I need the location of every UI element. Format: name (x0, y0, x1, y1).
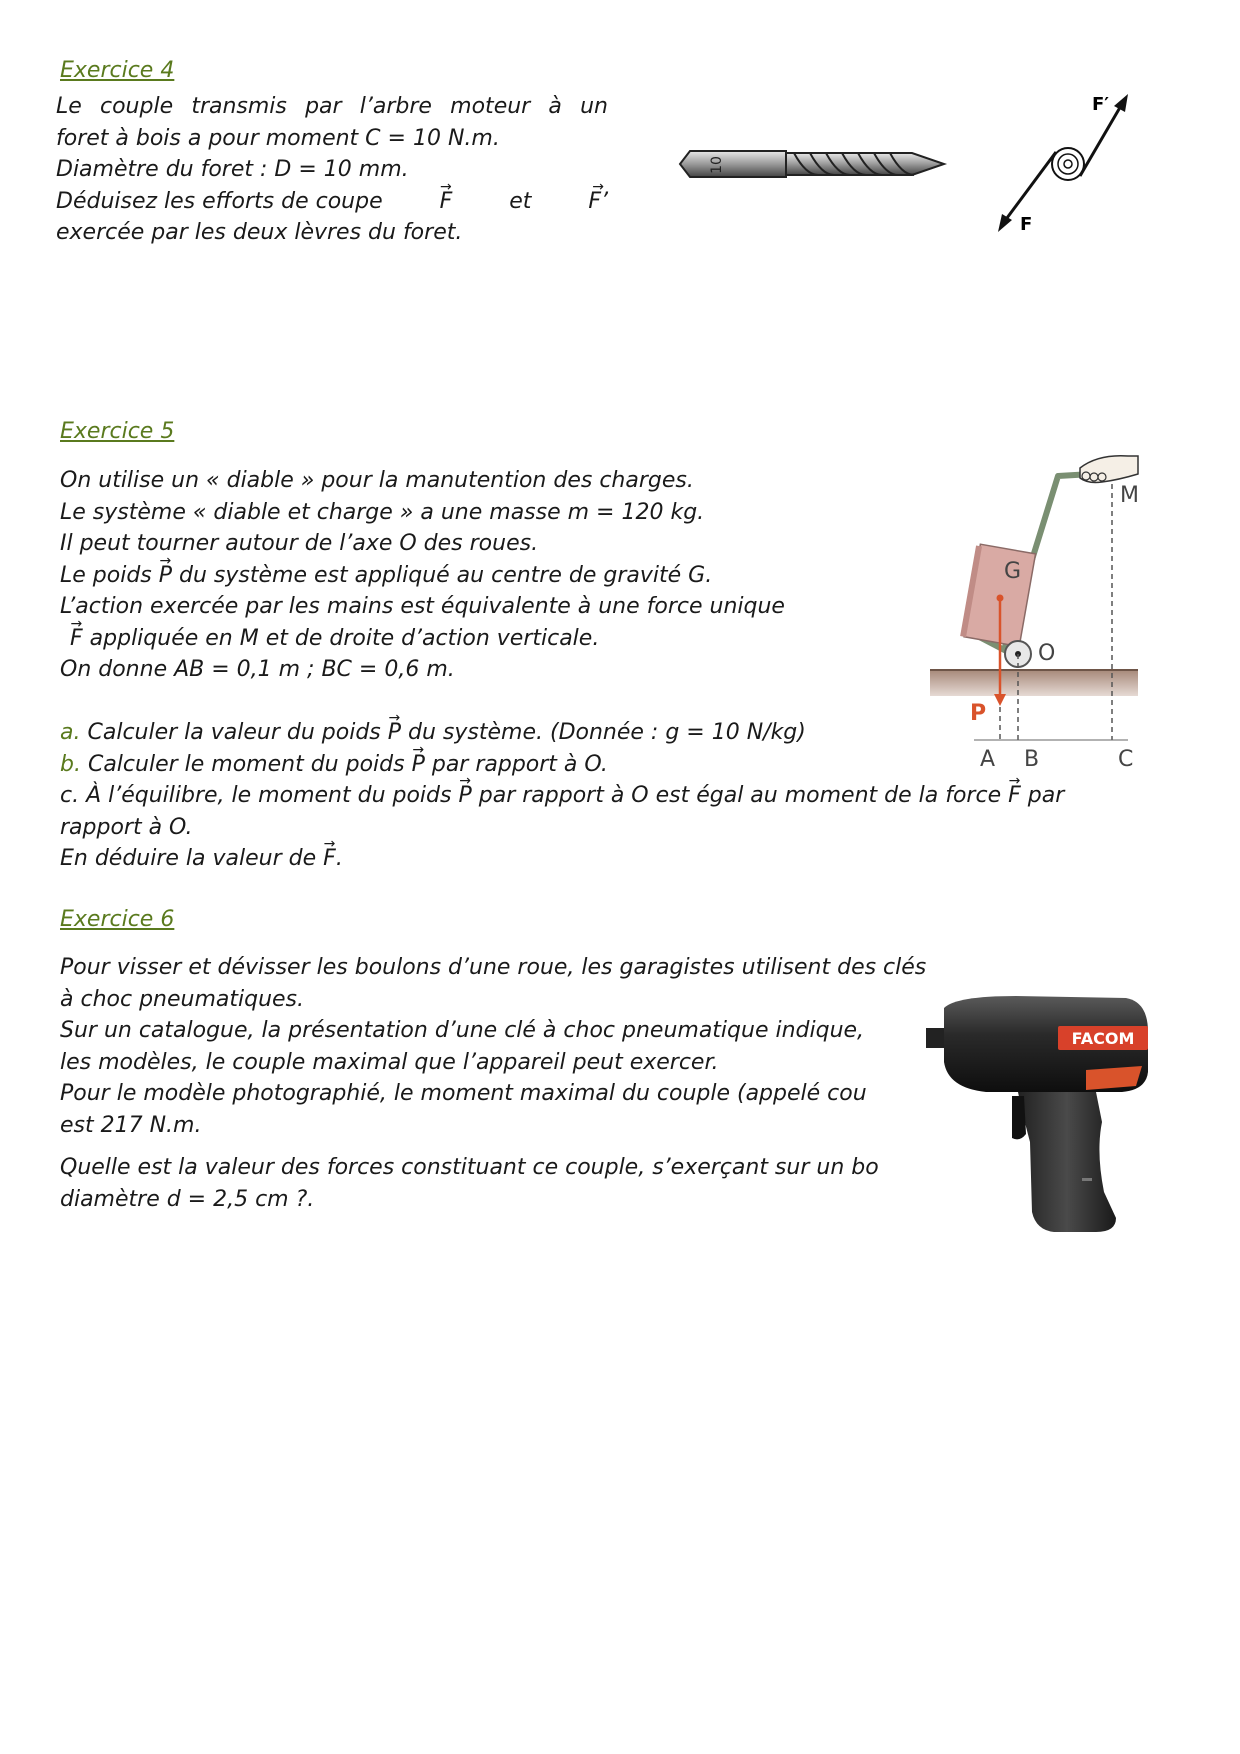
ex6-line-7: Quelle est la valeur des forces constituant ce couple, s’exerçant sur un bo (60, 1155, 879, 1180)
ex6-line-2: à choc pneumatiques. (60, 986, 304, 1012)
ex5-line-6-post: appliquée en M et de droite d’action verticale. (89, 625, 600, 651)
ex6-line-4: les modèles, le couple maximal que l’appareil peut exercer. (60, 1049, 719, 1075)
question-c-line3-pre: En déduire la valeur de (60, 846, 317, 871)
ex5-line-4-post: du système est appliqué au centre de gravité G. (179, 562, 713, 588)
force-couple-diagram (990, 84, 1140, 238)
label-g: G (1004, 559, 1022, 584)
exercise-6-title: Exercice 6 (60, 907, 175, 932)
drill-size-mark: 10 (709, 156, 725, 174)
question-b-label: b. (60, 751, 81, 777)
question-a-post: du système. (Donnée : g = 10 N/kg) (408, 720, 806, 745)
ex5-line-2: Le système « diable et charge » a une masse m = 120 kg. (60, 499, 705, 525)
ex5-line-6 (60, 623, 940, 655)
ex4-vector-f-prime: → F’ (588, 186, 608, 218)
ex5-line-1: On utilise un « diable » pour la manutention des charges. (60, 468, 694, 493)
question-c-line3-post: . (335, 846, 343, 871)
ex5-vector-p: → P (159, 560, 172, 592)
ex5-line-4-pre: Le poids (60, 562, 152, 588)
ex5-question-c (60, 780, 1190, 812)
ex4-line-4 (56, 186, 608, 218)
ex5-vector-f: → F (70, 623, 83, 655)
question-a-pre: Calculer la valeur du poids (87, 720, 381, 745)
force-label-f-prime: F′ (1092, 94, 1110, 115)
question-c-vector-p: → P (458, 780, 471, 812)
ex4-vector-f: → F (440, 186, 453, 218)
label-p: P (970, 701, 987, 726)
ex4-line-4-mid: et (509, 188, 532, 214)
question-c-mid: par rapport à O est égal au moment de la force (478, 783, 1002, 808)
ex6-line-3: Sur un catalogue, la présentation d’une clé à choc pneumatique indique, (60, 1018, 865, 1043)
question-c-line3-vector-f: → F (323, 843, 336, 875)
ex5-question-c-line-3 (60, 843, 1190, 875)
ex5-question-c-line-2: rapport à O. (60, 814, 193, 840)
ex6-line-5: Pour le modèle photographié, le moment maximal du couple (appelé cou (60, 1081, 867, 1106)
question-a-label: a. (60, 720, 81, 745)
label-a: A (980, 747, 996, 772)
ex5-line-5: L’action exercée par les mains est équivalente à une force unique (60, 594, 785, 619)
ex4-line-5: exercée par les deux lèvres du foret. (56, 220, 463, 245)
impact-wrench-photo (926, 992, 1152, 1236)
exercise-5-text (60, 465, 940, 686)
question-c-vector-f: → F (1008, 780, 1021, 812)
question-a-vector-p: → P (388, 717, 401, 749)
ex6-line-1: Pour visser et dévisser les boulons d’une roue, les garagistes utilisent des clés (60, 955, 926, 980)
hand-truck-diagram (928, 454, 1140, 784)
question-b-pre: Calculer le moment du poids (87, 751, 405, 777)
label-b: B (1024, 747, 1040, 772)
ex4-line-4-pre: Déduisez les efforts de coupe (56, 188, 383, 214)
exercise-5-title: Exercice 5 (60, 419, 175, 444)
question-c-post: par (1027, 783, 1065, 808)
question-b-post: par rapport à O. (431, 751, 608, 777)
ground (930, 670, 1138, 696)
brand-label: FACOM (1071, 1029, 1135, 1048)
ex4-line-1: Le couple transmis par l’arbre moteur à un (56, 94, 608, 119)
exercise-4-text (56, 91, 608, 249)
ex6-line-8: diamètre d = 2,5 cm ?. (60, 1186, 315, 1212)
load-box (960, 543, 1035, 646)
ex5-line-4 (60, 560, 940, 592)
label-m: M (1120, 483, 1139, 508)
force-label-f: F (1020, 214, 1033, 235)
wrench-trigger (1012, 1096, 1026, 1139)
ex5-line-3: Il peut tourner autour de l’axe O des roues. (60, 531, 539, 556)
exercise-6-text (60, 952, 926, 1215)
drill-bit-illustration (676, 140, 950, 188)
exercise-4-title: Exercice 4 (60, 58, 175, 83)
label-c: C (1118, 747, 1134, 772)
ex6-line-6: est 217 N.m. (60, 1112, 202, 1138)
label-o: O (1038, 641, 1056, 666)
question-b-vector-p: → P (412, 749, 425, 781)
ex5-line-7: On donne AB = 0,1 m ; BC = 0,6 m. (60, 657, 455, 682)
wrench-grip (1018, 1092, 1116, 1232)
ex4-line-3: Diamètre du foret : D = 10 mm. (56, 157, 409, 182)
question-c-pre: c. À l’équilibre, le moment du poids (60, 783, 452, 808)
ex4-line-2: foret à bois a pour moment C = 10 N.m. (56, 125, 500, 151)
